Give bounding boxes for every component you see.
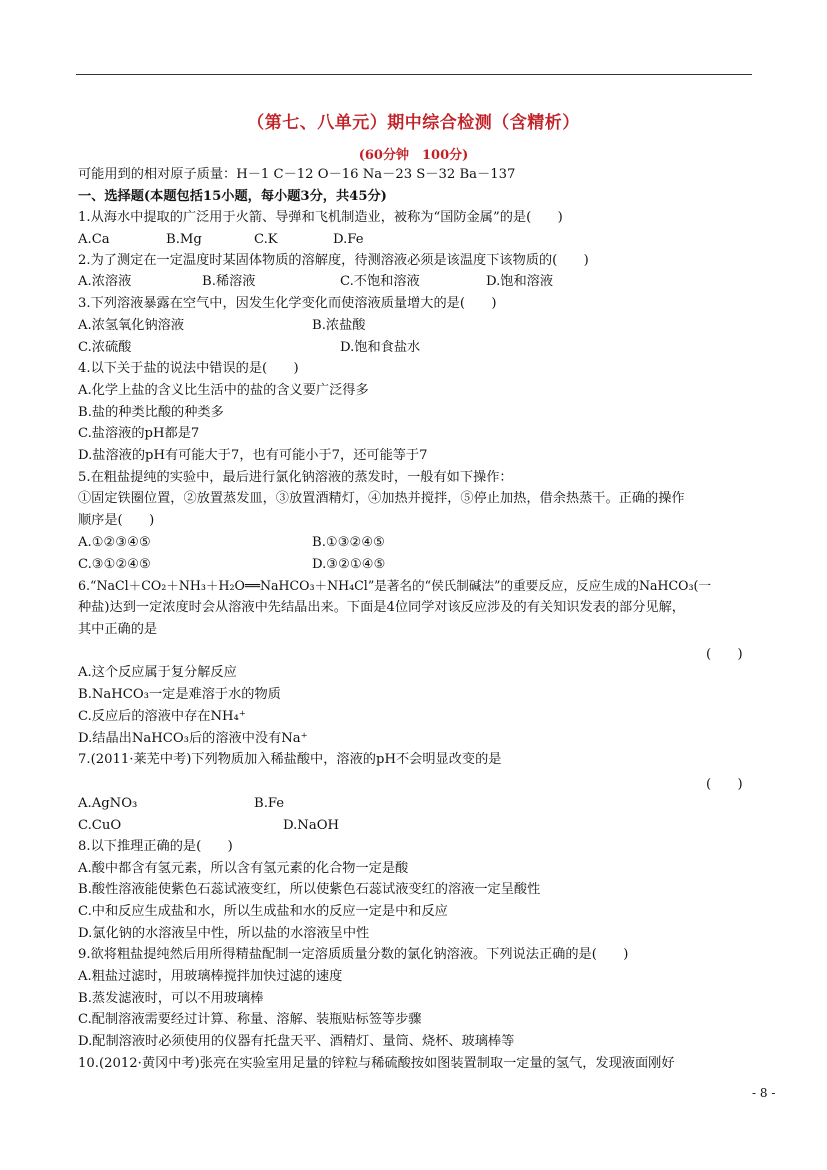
question-6-stem-line-1: 6.“NaCl＋CO₂＋NH₃＋H₂O══NaHCO₃＋NH₄Cl”是著名的“侯氏制碱法”的重要反应，反应生成的NaHCO₃(一 <box>78 578 712 593</box>
question-2-stem: 2.为了测定在一定温度时某固体物质的溶解度，待测溶液必须是该温度下该物质的( ) <box>78 253 589 268</box>
question-2-option-b: B.稀溶液 <box>202 274 256 289</box>
question-6-option-d: D.结晶出NaHCO₃后的溶液中没有Na⁺ <box>78 731 308 746</box>
question-6-option-a: A.这个反应属于复分解反应 <box>78 665 237 680</box>
question-3-stem: 3.下列溶液暴露在空气中，因发生化学变化而使溶液质量增大的是( ) <box>78 296 497 311</box>
question-6-option-b: B.NaHCO₃一定是难溶于水的物质 <box>78 687 281 702</box>
question-1-option-b: B.Mg <box>166 232 202 247</box>
question-5-option-c: C.③①②④⑤ <box>78 557 151 572</box>
question-1-option-a: A.Ca <box>78 232 110 247</box>
question-10-stem: 10.(2012·黄冈中考)张亮在实验室用足量的锌粒与稀硫酸按如图装置制取一定量的氢气，发现液面刚好 <box>78 1056 675 1071</box>
question-8-option-d: D.氯化钠的水溶液呈中性，所以盐的水溶液呈中性 <box>78 926 370 941</box>
question-3-option-c: C.浓硫酸 <box>78 340 132 355</box>
question-7-stem: 7.(2011·莱芜中考)下列物质加入稀盐酸中，溶液的pH不会明显改变的是 <box>78 752 502 767</box>
question-5-option-a: A.①②③④⑤ <box>78 535 151 550</box>
section-heading: 一、选择题(本题包括15小题，每小题3分，共45分) <box>78 189 387 204</box>
question-5-stem-line-3: 顺序是( ) <box>78 513 155 528</box>
header-rule <box>76 74 752 75</box>
atomic-masses-note: 可能用到的相对原子质量：H－1 C－12 O－16 Na－23 S－32 Ba－137 <box>78 167 516 182</box>
question-5-option-b: B.①③②④⑤ <box>312 535 385 550</box>
question-7-option-b: B.Fe <box>254 796 285 811</box>
question-4-stem: 4.以下关于盐的说法中错误的是( ) <box>78 361 299 376</box>
question-7-answer-bracket: ( ) <box>706 777 743 792</box>
question-4-option-b: B.盐的种类比酸的种类多 <box>78 405 224 420</box>
question-8-option-c: C.中和反应生成盐和水，所以生成盐和水的反应一定是中和反应 <box>78 904 448 919</box>
question-8-option-a: A.酸中都含有氢元素，所以含有氢元素的化合物一定是酸 <box>78 861 409 876</box>
question-6-option-c: C.反应后的溶液中存在NH₄⁺ <box>78 709 246 724</box>
question-1-stem: 1.从海水中提取的广泛用于火箭、导弹和飞机制造业，被称为“国防金属”的是( ) <box>78 210 563 225</box>
question-1-option-c: C.K <box>254 232 278 247</box>
page-title: （第七、八单元）期中综合检测（含精析） <box>247 113 580 133</box>
question-8-stem: 8.以下推理正确的是( ) <box>78 839 233 854</box>
question-5-stem-line-2: ①固定铁圈位置，②放置蒸发皿，③放置酒精灯，④加热并搅拌，⑤停止加热，借余热蒸干。正确的操作 <box>78 491 685 506</box>
question-4-option-a: A.化学上盐的含义比生活中的盐的含义要广泛得多 <box>78 383 369 398</box>
question-3-option-d: D.饱和食盐水 <box>340 340 421 355</box>
page-number: - 8 - <box>752 1086 776 1100</box>
question-2-option-d: D.饱和溶液 <box>486 274 554 289</box>
question-5-stem-line-1: 5.在粗盐提纯的实验中，最后进行氯化钠溶液的蒸发时，一般有如下操作： <box>78 470 513 485</box>
question-5-option-d: D.③②①④⑤ <box>312 557 386 572</box>
question-3-option-a: A.浓氢氧化钠溶液 <box>78 318 185 333</box>
question-4-option-c: C.盐溶液的pH都是7 <box>78 426 200 441</box>
question-6-stem-line-2: 种盐)达到一定浓度时会从溶液中先结晶出来。下面是4位同学对该反应涉及的有关知识发表的部分见解， <box>78 600 685 615</box>
question-6-stem-line-3: 其中正确的是 <box>78 622 158 637</box>
question-9-option-d: D.配制溶液时必须使用的仪器有托盘天平、酒精灯、量筒、烧杯、玻璃棒等 <box>78 1034 515 1049</box>
question-9-option-a: A.粗盐过滤时，用玻璃棒搅拌加快过滤的速度 <box>78 969 343 984</box>
question-8-option-b: B.酸性溶液能使紫色石蕊试液变红，所以使紫色石蕊试液变红的溶液一定呈酸性 <box>78 882 541 897</box>
question-4-option-d: D.盐溶液的pH有可能大于7，也有可能小于7，还可能等于7 <box>78 448 428 463</box>
question-7-option-d: D.NaOH <box>283 818 340 833</box>
question-2-option-c: C.不饱和溶液 <box>340 274 420 289</box>
question-6-answer-bracket: ( ) <box>706 647 743 662</box>
page-subtitle: (60分钟 100分) <box>358 148 469 163</box>
question-9-stem: 9.欲将粗盐提纯然后用所得精盐配制一定溶质质量分数的氯化钠溶液。下列说法正确的是( ) <box>78 947 629 962</box>
question-3-option-b: B.浓盐酸 <box>312 318 366 333</box>
question-1-option-d: D.Fe <box>333 232 364 247</box>
question-9-option-c: C.配制溶液需要经过计算、称量、溶解、装瓶贴标签等步骤 <box>78 1012 422 1027</box>
question-2-option-a: A.浓溶液 <box>78 274 132 289</box>
question-7-option-a: A.AgNO₃ <box>78 796 138 811</box>
question-7-option-c: C.CuO <box>78 818 122 833</box>
question-9-option-b: B.蒸发滤液时，可以不用玻璃棒 <box>78 991 264 1006</box>
